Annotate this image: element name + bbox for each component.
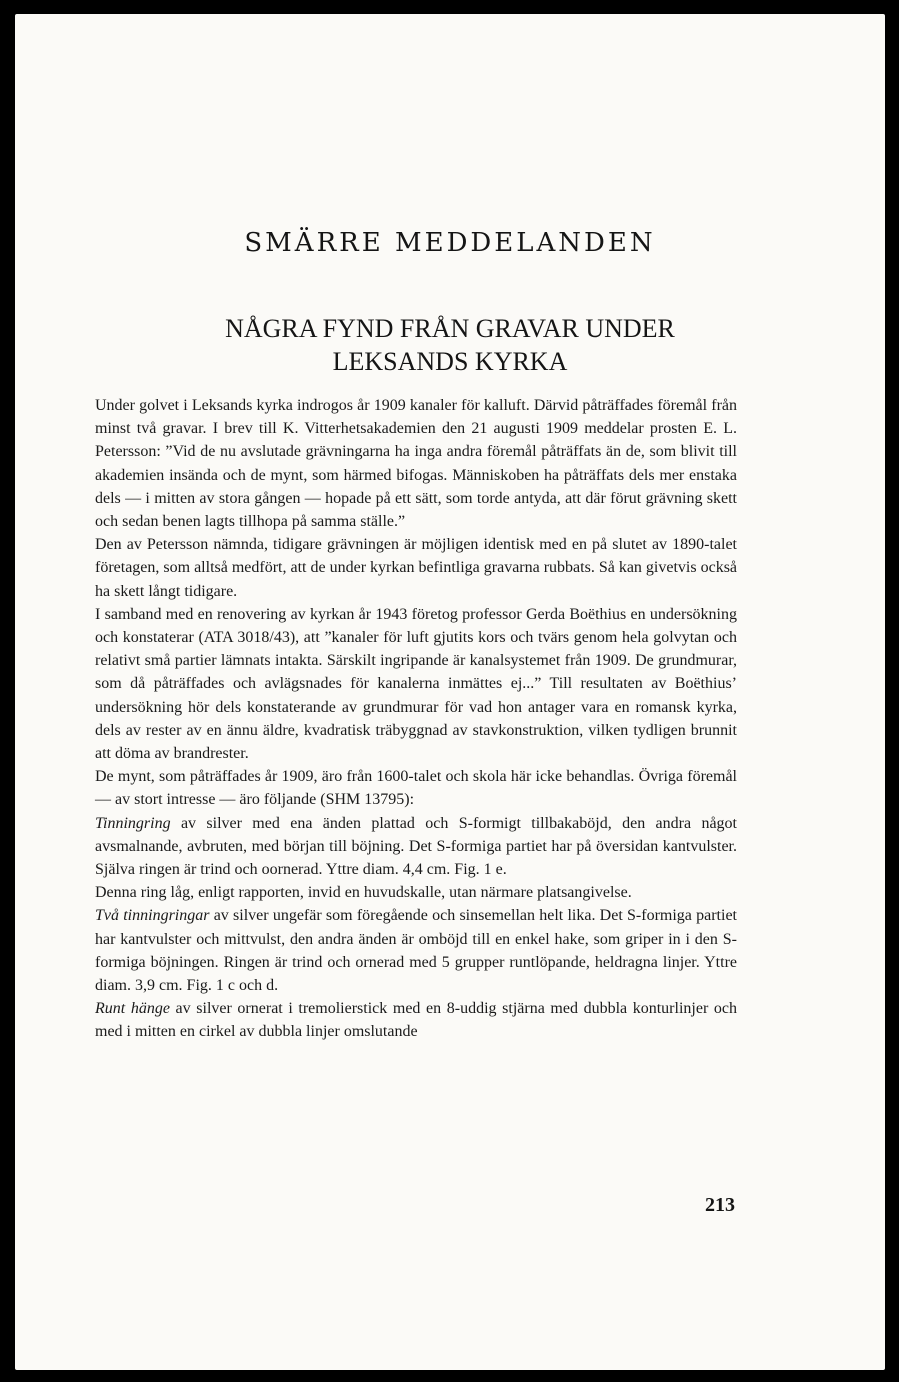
item-tva-tinningringar	[95, 904, 737, 997]
paragraph-3: I samband med en renovering av kyrkan år 1943 företog professor Gerda Boëthius en undersökning och konstaterar (ATA 3018/43), att ”kanaler för luft gjutits kors och tvärs genom hela golvytan och relativt små partier lämnats intakta. Särskilt ingripande är kanalsystemet från 1909. De grundmurar, som då påträffades och avlägsnades för kanalerna inmättes ej...” Till resultaten av Boëthius’ undersökning hör dels konstaterande av grundmurar för vad hon antager vara en romansk kyrka, dels av rester av en ännu äldre, kvadratisk träbyggnad av stavkonstruktion, vilken tydligen brunnit att döma av brandrester.	[95, 605, 737, 763]
item-tinningring-note: Denna ring låg, enligt rapporten, invid en huvudskalle, utan närmare platsangivelse.	[95, 884, 632, 902]
item-term: Runt hänge	[95, 1000, 170, 1018]
paragraph-1: Under golvet i Leksands kyrka indrogos år 1909 kanaler för kalluft. Därvid påträffades föremål från minst två gravar. I brev till K. Vitterhetsakademien den 21 augusti 1909 meddelar prosten E. L. Petersson: ”Vid de nu avslutade grävningarna ha inga andra föremål påträffats än de, som blivit till akademien insända och de mynt, som härmed bifogas. Människoben ha påträffats dels mer enstaka dels — i mitten av stora gången — hopade på ett sätt, som torde antyda, att där förut grävning skett och sedan benen lagts tillhopa på samma ställe.”	[95, 397, 737, 531]
section-heading: SMÄRRE MEDDELANDEN	[244, 228, 656, 258]
article-title	[15, 312, 885, 378]
item-tinningring	[95, 812, 737, 882]
article-title-line1: NÅGRA FYND FRÅN GRAVAR UNDER	[225, 314, 675, 343]
item-description: av silver ornerat i tremolierstick med en 8-uddig stjärna med dubbla konturlinjer och med i mitten en cirkel av dubbla linjer omslutande	[95, 1000, 737, 1041]
item-term: Tinningring	[95, 814, 171, 832]
article-body	[95, 394, 737, 1044]
item-term: Två tinningringar	[95, 907, 210, 925]
article-title-line2: LEKSANDS KYRKA	[332, 347, 568, 376]
item-description: av silver med ena änden plattad och S-formigt tillbakaböjd, den andra något avsmalnande, avbruten, med början till böjning. Det S-formiga partiet har på översidan kantvulster. Själva ringen är trind och oornerad. Yttre diam. 4,4 cm. Fig. 1 e.	[95, 814, 737, 879]
item-description: av silver ungefär som föregående och sinsemellan helt lika. Det S-formiga partiet har kantvulster och mittvulst, den andra änden är omböjd till en enkel hake, som griper in i den S-formiga böjningen. Ringen är trind och ornerad med 5 grupper runtlöpande, heldragna linjer. Yttre diam. 3,9 cm. Fig. 1 c och d.	[95, 907, 737, 995]
paragraph-4: De mynt, som påträffades år 1909, äro från 1600-talet och skola här icke behandlas. Övriga föremål — av stort intresse — äro följande (SHM 13795):	[95, 768, 737, 809]
document-page	[15, 14, 885, 1370]
item-runt-hange	[95, 997, 737, 1043]
paragraph-2: Den av Petersson nämnda, tidigare grävningen är möjligen identisk med en på slutet av 1890-talet företagen, som alltså medfört, att de under kyrkan befintliga gravarna rubbats. Så kan givetvis också ha skett långt tidigare.	[95, 536, 738, 600]
page-number: 213	[705, 1194, 735, 1216]
